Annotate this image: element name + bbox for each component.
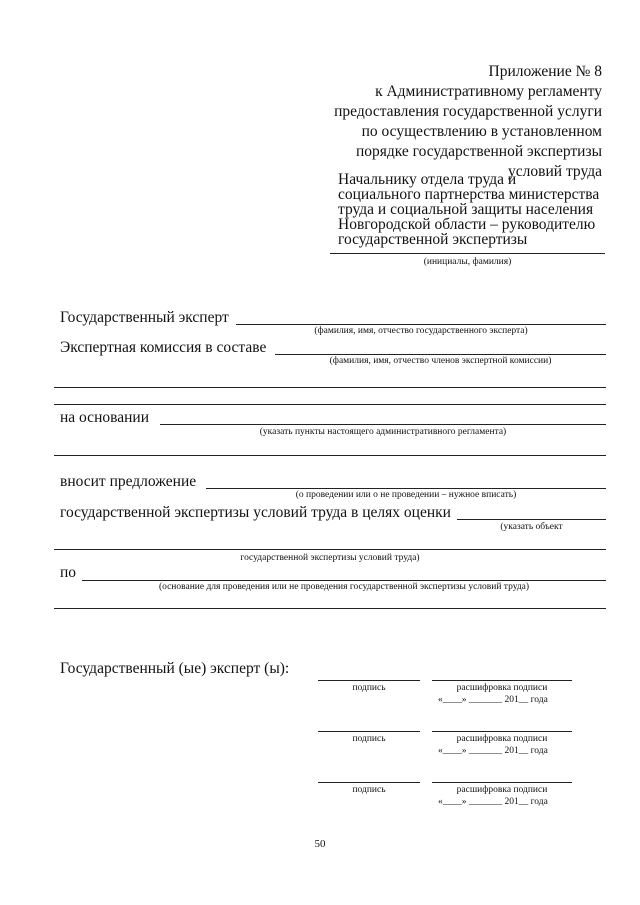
signature-decode-line[interactable] <box>432 731 572 732</box>
basis-fill-line[interactable] <box>160 424 606 425</box>
object-caption: (указать объект <box>500 522 563 532</box>
basis-label: на основании <box>60 409 149 426</box>
po-fill-line[interactable] <box>82 580 606 581</box>
commission-fill-line[interactable] <box>275 354 606 355</box>
appendix-line: к Административному регламенту <box>375 83 602 100</box>
addressee-caption: (инициалы, фамилия) <box>423 257 512 267</box>
appendix-line: Приложение № 8 <box>488 63 602 80</box>
appendix-header <box>302 62 602 182</box>
signature-decode-caption: расшифровка подписи <box>456 785 548 795</box>
proposal-label: вносит предложение <box>60 473 197 490</box>
addressee-line: Начальнику отдела труда и <box>338 171 517 188</box>
signature-date: «____» _______ 201__ года <box>438 695 548 705</box>
object-extra-line[interactable] <box>54 549 606 550</box>
commission-caption: (фамилия, имя, отчество членов экспертной комиссии) <box>329 356 552 366</box>
addressee-line: Новгородской области – руководителю <box>338 216 596 233</box>
expert-fill-line[interactable] <box>236 324 606 325</box>
signature-fill-line[interactable] <box>318 680 420 681</box>
signature-date: «____» _______ 201__ года <box>438 746 548 756</box>
signature-fill-line[interactable] <box>318 782 420 783</box>
commission-extra-line[interactable] <box>54 387 606 388</box>
signature-decode-caption: расшифровка подписи <box>456 734 548 744</box>
addressee-fill-line[interactable] <box>330 253 605 254</box>
po-label: по <box>60 564 77 581</box>
object-fill-line[interactable] <box>457 519 606 520</box>
addressee-line: социального партнерства министерства <box>338 186 600 203</box>
expert-label: Государственный эксперт <box>60 309 229 326</box>
appendix-line: предоставления государственной услуги <box>334 103 602 120</box>
signature-decode-caption: расшифровка подписи <box>456 683 548 693</box>
proposal-caption: (о проведении или о не проведении – нужное вписать) <box>295 490 517 500</box>
po-extra-line[interactable] <box>54 608 606 609</box>
appendix-line: условий труда <box>508 163 602 180</box>
po-caption: (основание для проведения или не проведения государственной экспертизы условий труда) <box>158 582 530 592</box>
expert-caption: (фамилия, имя, отчество государственного эксперта) <box>314 326 528 336</box>
signatures-label: Государственный (ые) эксперт (ы): <box>60 660 290 677</box>
appendix-line: по осуществлению в установленном <box>361 123 602 140</box>
commission-label: Экспертная комиссия в составе <box>60 339 267 356</box>
appendix-line: порядке государственной экспертизы <box>355 143 602 160</box>
signature-caption: подпись <box>352 683 386 693</box>
signature-caption: подпись <box>352 785 386 795</box>
page-number: 50 <box>314 838 326 850</box>
signature-caption: подпись <box>352 734 386 744</box>
signature-date: «____» _______ 201__ года <box>438 797 548 807</box>
basis-caption: (указать пункты настоящего административного регламента) <box>259 427 507 437</box>
addressee-line: труда и социальной защиты населения <box>338 201 594 218</box>
object-caption-continued: государственной экспертизы условий труда) <box>240 553 420 563</box>
proposal-fill-line[interactable] <box>206 488 606 489</box>
signature-decode-line[interactable] <box>432 680 572 681</box>
basis-extra-line[interactable] <box>54 455 606 456</box>
addressee-line: государственной экспертизы <box>338 231 528 248</box>
addressee-block <box>338 172 628 247</box>
commission-extra-line[interactable] <box>54 404 606 405</box>
signature-fill-line[interactable] <box>318 731 420 732</box>
signature-decode-line[interactable] <box>432 782 572 783</box>
purpose-label: государственной экспертизы условий труда в целях оценки <box>60 504 451 521</box>
